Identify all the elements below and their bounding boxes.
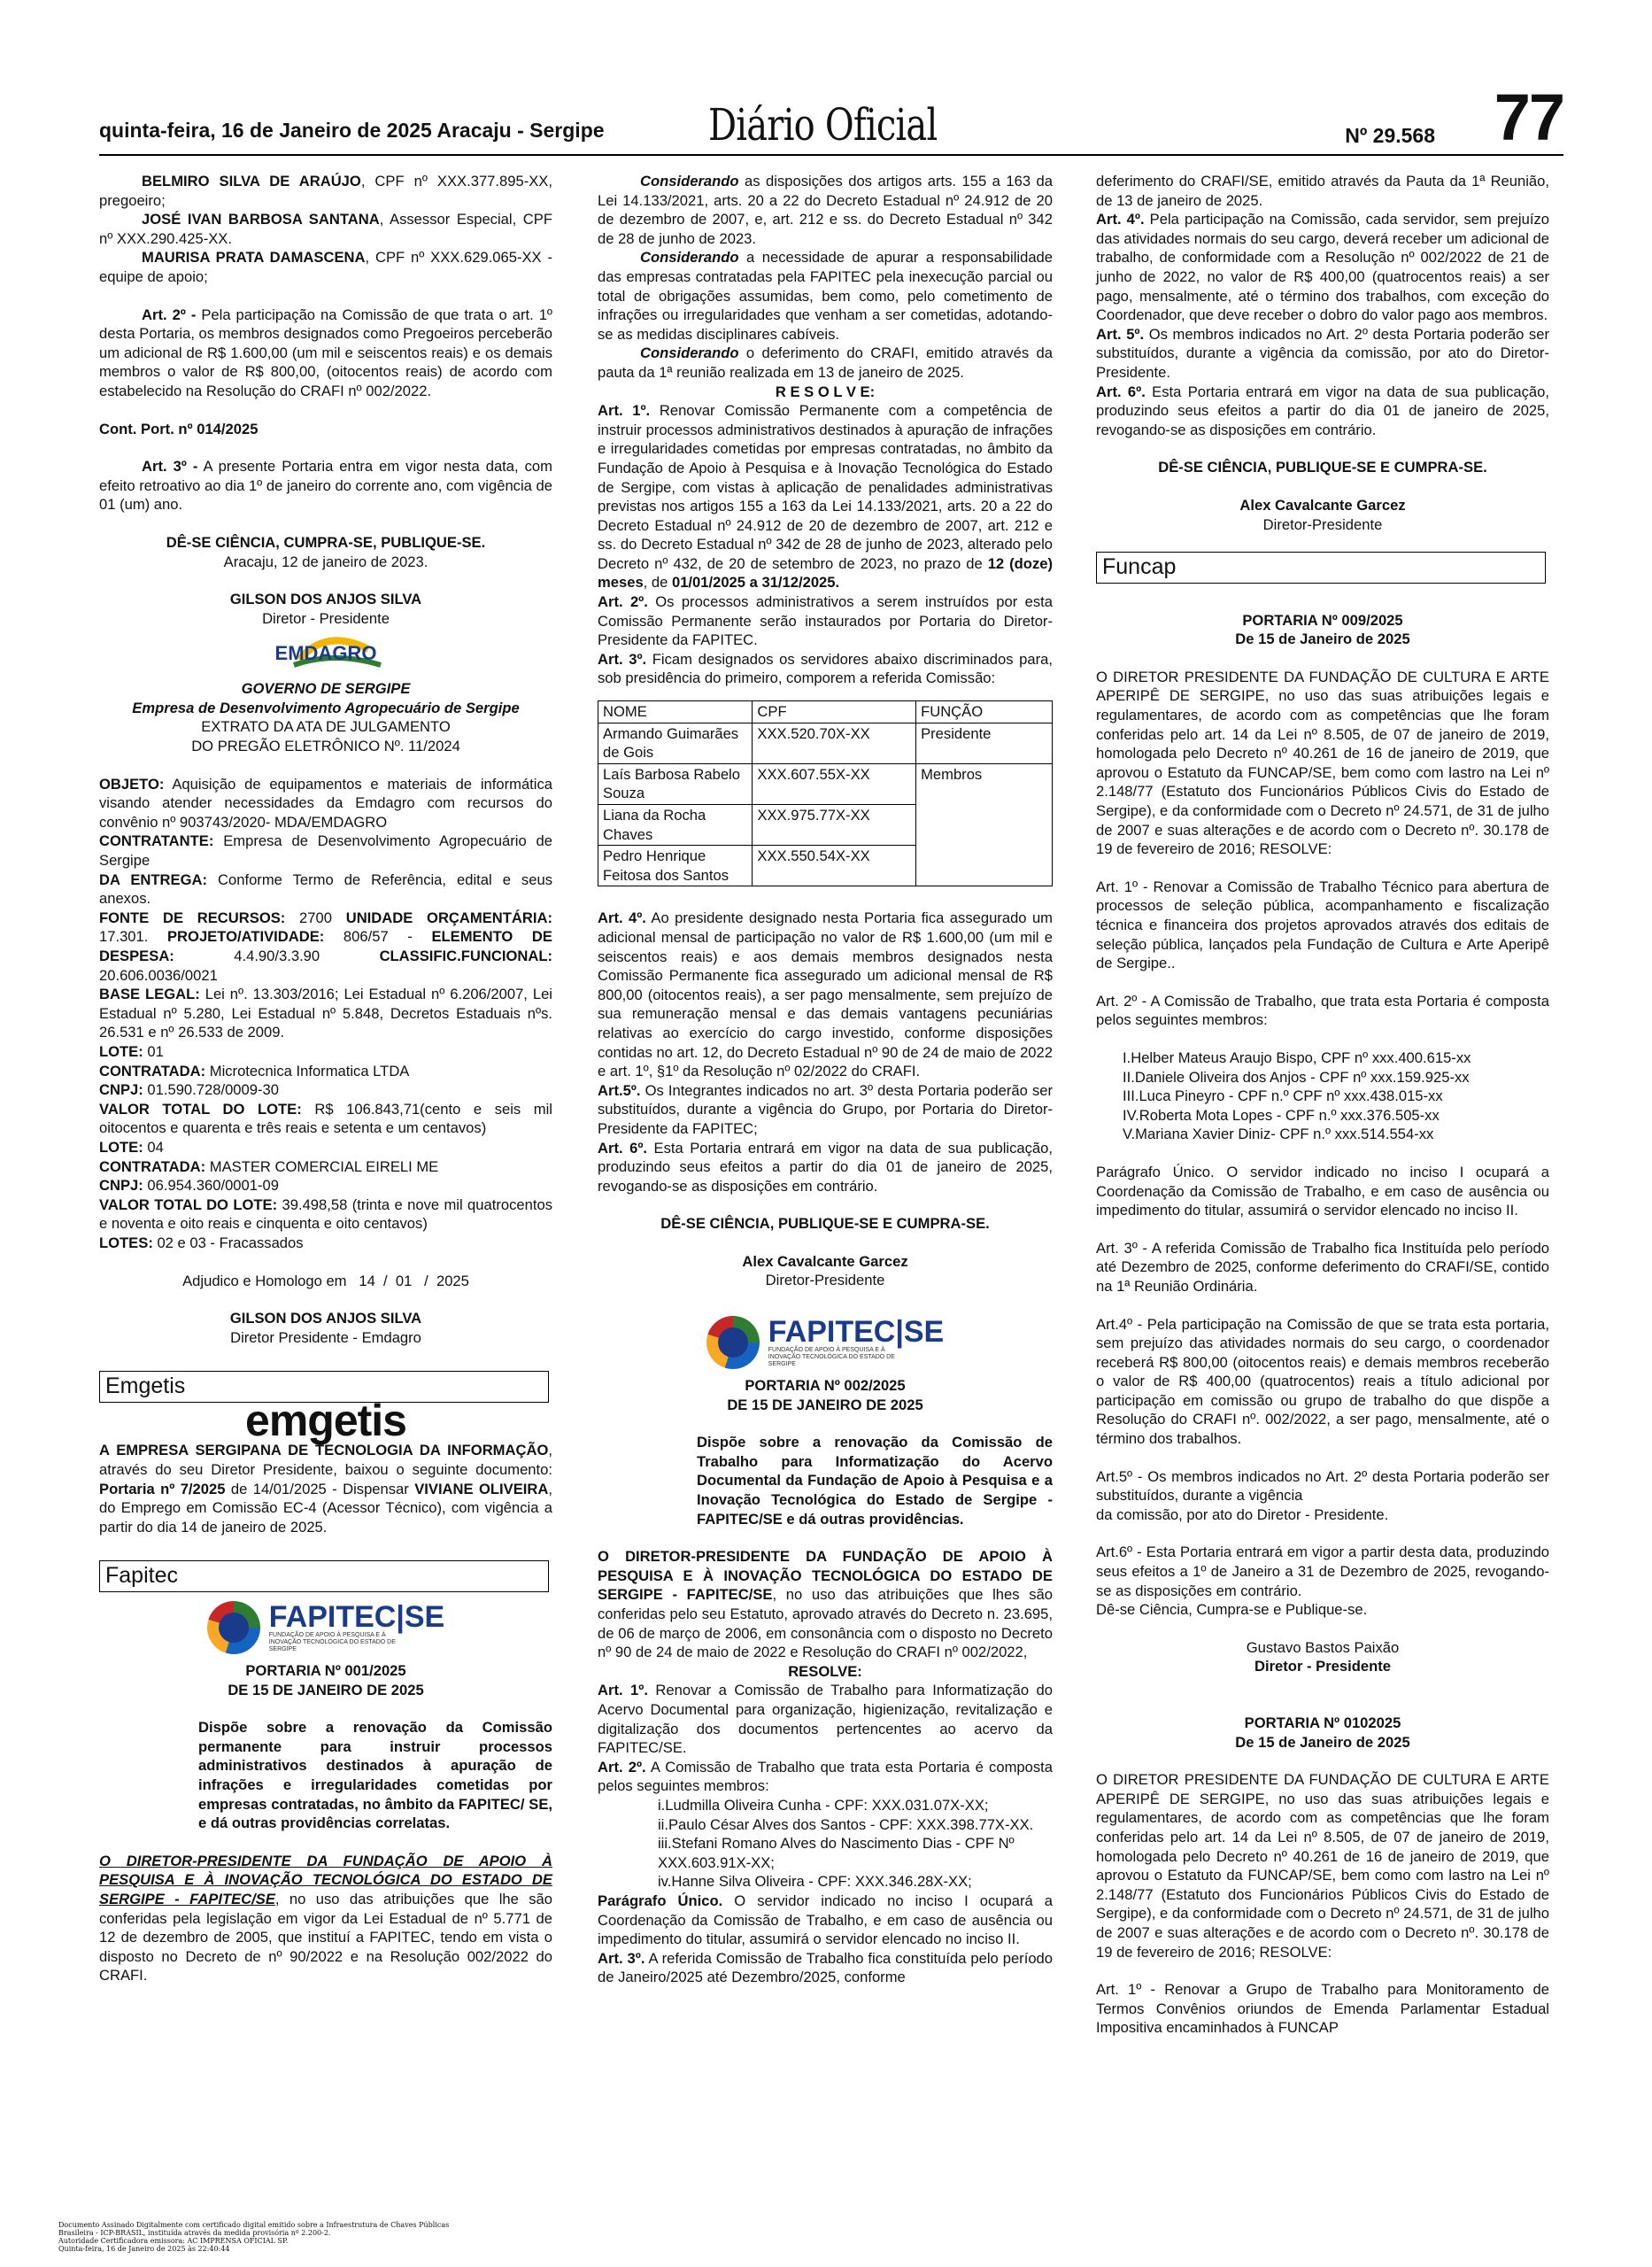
- list-item: II.Daniele Oliveira dos Anjos - CPF nº xxx.159.925-xx: [1123, 1068, 1470, 1086]
- paragraph: Considerando o deferimento do CRAFI, emitido através da pauta da 1ª reunião realizada em 13 de janeiro de 2025.: [598, 344, 1053, 381]
- members-list: [658, 1796, 1053, 1892]
- paragraph: Art.6º - Esta Portaria entrará em vigor a partir desta data, produzindo seus efeitos a 1º de Janeiro a 31 de Dezembro de 2025, revogando-se as disposições em contrário.: [1096, 1544, 1549, 1599]
- paragraph: Considerando as disposições dos artigos arts. 155 a 163 da Lei 14.133/2021, arts. 20 a 22 do Decreto Estadual nº 24.912 de 20 de dezembro de 2007, e, art. 212 e ss. do Decreto Estadual nº 342 de 28 de junho de 2023.: [598, 173, 1053, 247]
- paragraph: O DIRETOR-PRESIDENTE DA FUNDAÇÃO DE APOIO À PESQUISA E À INOVAÇÃO TECNOLÓGICA DO ESTADO DE SERGIPE - FAPITEC/SE, no uso das atribuições que lhes são conferidas pelo seu Estatuto, aprovado através do Decreto n. 23.695, de 06 de março de 2006, em consonância com o disposto no Decreto nº 90 de 24 de maio de 2022 e Resolução do CRAFI nº 002/2022,: [598, 1548, 1053, 1661]
- paragraph: BASE LEGAL: Lei nº. 13.303/2016; Lei Estadual nº 6.206/2007, Lei Estadual nº 5.280, Lei Estadual nº 5.848, Decretos Estaduais nºs. 26.531 e nº 26.533 de 2009.: [99, 986, 552, 1041]
- list-item: III.Luca Pineyro - CPF n.º CPF nº xxx.438.015-xx: [1123, 1087, 1443, 1105]
- table-row: Armando Guimarães de Gois XXX.520.70X-XX Presidente: [598, 723, 1053, 763]
- ordinance-date: De 15 de Janeiro de 2025: [1235, 631, 1410, 648]
- paragraph: da comissão, por ato do Diretor - Presidente.: [1096, 1505, 1389, 1523]
- ordinance-title: PORTARIA Nº 009/2025: [1242, 611, 1403, 629]
- header-title: Diário Oficial: [708, 99, 938, 151]
- paragraph: Art. 6º. Esta Portaria entrará em vigor na data de sua publicação, produzindo seus efeitos a partir do dia 01 de janeiro de 2025, revogando-se as disposições em contrário.: [598, 1139, 1053, 1195]
- paragraph: O DIRETOR-PRESIDENTE DA FUNDAÇÃO DE APOIO À PESQUISA E À INOVAÇÃO TECNOLÓGICA DO ESTADO DE SERGIPE - FAPITEC/SE, no uso das atribuições que lhe são conferidas pela legislação em vigor da Lei Estadual de nº 5.771 de 12 de dezembro de 2005, que instituí a FAPITEC, tendo em vista o disposto no Decreto de nº 90/2022 e na Resolução 002/2022 do CRAFI.: [99, 1852, 552, 1985]
- list-item: iii.Stefani Romano Alves do Nascimento Dias - CPF Nº XXX.603.91X-XX;: [658, 1835, 1015, 1871]
- paragraph: Art. 2º - Pela participação na Comissão de que trata o art. 1º desta Portaria, os membros designados como Pregoeiros perceberão um adicional de R$ 1.600,00 (um mil e seiscentos reais) e os demais membros o valor de R$ 800,00, (oitocentos reais) de acordo com estabelecido na Resolução do CRAFI nº 002/2022.: [99, 306, 552, 399]
- paragraph: Art. 1º - Renovar a Grupo de Trabalho para Monitoramento de Termos Convênios oriundos de Emenda Parlamentar Estadual Impositiva encaminhados à FUNCAP: [1096, 1981, 1549, 2037]
- paragraph: CNPJ: 06.954.360/0001-09: [99, 1177, 279, 1195]
- ordinance-summary: Dispõe sobre a renovação da Comissão de Trabalho para Informatização do Acervo Documental da Fundação de Apoio à Pesquisa e a Inovação Tecnológica do Estado de Sergipe - FAPITEC/SE e dá outras providências.: [697, 1434, 1053, 1528]
- paragraph: Art. 3º - A referida Comissão de Trabalho fica Instituída pelo período até Dezembro de 2025, conforme deferimento do CRAFI/SE, contido na 1ª Reunião Ordinária.: [1096, 1239, 1549, 1295]
- signatory-name: Alex Cavalcante Garcez: [742, 1252, 908, 1270]
- paragraph: Art. 4º. Ao presidente designado nesta Portaria fica assegurado um adicional mensal de participação no valor de R$ 1.600,00 (um mil e seiscentos reais) e aos demais membros designados nesta Comissão Permanente fica assegurado um adicional mensal de R$ 800,00 (oitocentos reais), a ser pago mensalmente, sem prejuízo de sua remuneração mensal e das demais vantagens pecuniárias relativas ao exercício do cargo investido, conforme disposições contidas no art. 12, do Decreto Estadual nº 90 de 24 de maio de 2022 e art. 1º, §1º da Resolução nº 02/2022 do CRAFI.: [598, 909, 1053, 1080]
- paragraph: Art. 3º. Ficam designados os servidores abaixo discriminados para, sob presidência do primeiro, comporem a referida Comissão:: [598, 650, 1053, 687]
- column-2: [598, 172, 1053, 1987]
- emgetis-logo: emgetis: [245, 1395, 406, 1445]
- emdagro-logo: [99, 633, 552, 674]
- paragraph: Art. 6º. Esta Portaria entrará em vigor na data de sua publicação, produzindo seus efeitos a partir do dia 01 de janeiro de 2025, revogando-se as disposições em contrário.: [1096, 383, 1550, 438]
- paragraph: CNPJ: 01.590.728/0009-30: [99, 1081, 279, 1099]
- header-date: quinta-feira, 16 de Janeiro de 2025 Aracaju - Sergipe: [99, 119, 605, 142]
- resolve-heading: RESOLVE:: [788, 1662, 862, 1680]
- fapitec-logo: FAPITEC|SE FUNDAÇÃO DE APOIO À PESQUISA E À INOVAÇÃO TECNOLÓGICA DO ESTADO DE SERGIPE: [598, 1316, 1053, 1369]
- header-edition-number: Nº 29.568: [1345, 124, 1435, 147]
- list-item: IV.Roberta Mota Lopes - CPF n.º xxx.376.505-xx: [1123, 1106, 1440, 1124]
- paragraph: Parágrafo Único. O servidor indicado no inciso I ocupará a Coordenação da Comissão de Trabalho, e em caso de ausência ou impedimento do titular, assumirá o servidor elencado no inciso II.: [598, 1892, 1053, 1948]
- adjudication-line: Adjudico e Homologo em 14 / 01 / 2025: [182, 1272, 469, 1289]
- paragraph: O DIRETOR PRESIDENTE DA FUNDAÇÃO DE CULTURA E ARTE APERIPÊ DE SERGIPE, no uso das suas atribuições legais e regulamentares, de acordo com as competências que lhe foram conferidas pelo art. 14 da Lei nº 8.505, de 07 de janeiro de 2019, homologada pelo Decreto nº 40.261 de 16 de janeiro de 2019, que aprovou o Estatuto da FUNCAP/SE, bem como com lastro na Lei nº 2.148/77 (Estatuto dos Funcionários Públicos Civis do Estado de Sergipe), e da conformidade com o Decreto nº 24.571, de 31 de julho de 2007 e suas alterações e de acordo com o Decreto nº. 30.178 de 19 de fevereiro de 2016; RESOLVE:: [1096, 1771, 1549, 1961]
- ordinance-date: DE 15 DE JANEIRO DE 2025: [727, 1396, 923, 1413]
- header-page-number: 77: [1494, 81, 1563, 154]
- section-header-funcap: Funcap: [1096, 552, 1546, 584]
- paragraph: Art.4º - Pela participação na Comissão de que se trata esta portaria, sem prejuízo das atividades normais do seu cargo, o coordenador receberá R$ 800,00 (oitocentos reais) e demais membros receberão o valor de R$ 400,00 (quatrocentos) reais a título adicional por participação em comissão ou grupo de trabalho do que dispõe a Resolução do CRAFI nº. 002/2022, a ser pago, mensalmente, até o término dos trabalhos.: [1096, 1315, 1549, 1448]
- page-header: [99, 81, 1563, 152]
- ordinance-date: De 15 de Janeiro de 2025: [1235, 1733, 1410, 1751]
- closing-formula: DÊ-SE CIÊNCIA, PUBLIQUE-SE E CUMPRA-SE.: [660, 1215, 990, 1233]
- paragraph: Art. 3º. A referida Comissão de Trabalho fica constituída pelo período de Janeiro/2025 até Dezembro/2025, conforme: [598, 1949, 1054, 1986]
- paragraph: Art. 4º. Pela participação na Comissão, cada servidor, sem prejuízo das atividades normais do seu cargo, deverá receber um adicional de trabalho, de conformidade com a Resolução nº 002/2022 de 21 de junho de 2022, no valor de R$ 400,00 (quatrocentos reais) a ser pago, mensalmente, até o término dos trabalhos, com exceção do Coordenador, que deve receber o dobro do valor pago aos membros.: [1096, 211, 1549, 324]
- signatory-role: Diretor Presidente - Emdagro: [230, 1328, 421, 1346]
- signatory-name: Gustavo Bastos Paixão: [1246, 1638, 1400, 1656]
- table-row: Laís Barbosa Rabelo Souza XXX.607.55X-XX Membros: [598, 763, 1053, 804]
- paragraph: OBJETO: Aquisição de equipamentos e materiais de informática visando atender necessidades da Emdagro com recursos do convênio nº 903743/2020- MDA/EMDAGRO: [99, 775, 552, 831]
- section-header-emgetis: Emgetis: [99, 1371, 549, 1403]
- ordinance-date: DE 15 DE JANEIRO DE 2025: [228, 1681, 424, 1698]
- paragraph: FONTE DE RECURSOS: 2700 UNIDADE ORÇAMENTÁRIA: 17.301. PROJETO/ATIVIDADE: 806/57 - ELEMENTO DE DESPESA: 4.4.90/3.3.90 CLASSIFIC.FUNCIONAL: 20.606.0036/0021: [99, 909, 553, 984]
- paragraph: JOSÉ IVAN BARBOSA SANTANA, Assessor Especial, CPF nº XXX.290.425-XX.: [99, 211, 552, 247]
- paragraph: VALOR TOTAL DO LOTE: 39.498,58 (trinta e nove mil quatrocentos e noventa e oito reais e cinquenta e oito centavos): [99, 1195, 552, 1233]
- signatory-name: GILSON DOS ANJOS SILVA: [229, 591, 422, 608]
- paragraph: Art. 1º. Renovar Comissão Permanente com a competência de instruir processos administrativos destinados à apuração de infrações e irregularidades cometidas por empresas contratadas, no âmbito da Fundação de Apoio à Pesquisa e à Inovação Tecnológica do Estado de Sergipe, com vistas à aplicação de penalidades administrativas previstas nos artigos 155 a 163 da Lei 14.133/2021, arts. 20 a 22 do Decreto Estadual nº 24.912 de 20 de dezembro de 2007, art. 212 e ss. do Decreto Estadual nº 342 de 28 de junho de 2023, alterado pelo Decreto nº 432, de 20 de setembro de 2023, no prazo de 12 (doze) meses, de 01/01/2025 a 31/12/2025.: [598, 402, 1053, 592]
- commission-members-table: [598, 700, 1053, 886]
- government-name: GOVERNO DE SERGIPE: [241, 680, 411, 698]
- paragraph: DA ENTREGA: Conforme Termo de Referência, edital e seus anexos.: [99, 870, 552, 908]
- paragraph: LOTE: 04: [99, 1138, 164, 1156]
- list-item: ii.Paulo César Alves dos Santos - CPF: XXX.398.77X-XX.: [658, 1815, 1034, 1833]
- column-1: [99, 172, 552, 1985]
- paragraph: LOTE: 01: [99, 1042, 164, 1060]
- paragraph: Art.5º. Os Integrantes indicados no art. 3º desta Portaria poderão ser substituídos, durante a vigência do Grupo, por Portaria do Diretor-Presidente da FAPITEC;: [598, 1081, 1053, 1137]
- signatory-role: Diretor - Presidente: [262, 609, 390, 627]
- paragraph: CONTRATADA: MASTER COMERCIAL EIRELI ME: [99, 1157, 439, 1175]
- paragraph: Art. 5º. Os membros indicados no Art. 2º desta Portaria poderão ser substituídos, durante a vigência da comissão, por ato do Diretor-Presidente.: [1096, 325, 1549, 381]
- paragraph: Art. 1º. Renovar a Comissão de Trabalho para Informatização do Acervo Documental para organização, higienização, revitalização e digitalização dos documentos pertencentes ao acervo da FAPITEC/SE.: [598, 1682, 1053, 1757]
- list-item: i.Ludmilla Oliveira Cunha - CPF: XXX.031.07X-XX;: [658, 1796, 989, 1814]
- paragraph: Art. 2º. Os processos administrativos a serem instruídos por esta Comissão Permanente serão instaurados por Portaria do Diretor-Presidente da FAPITEC.: [598, 593, 1053, 649]
- paragraph: Art. 3º - A presente Portaria entra em vigor nesta data, com efeito retroativo ao dia 1º de janeiro do corrente ano, com vigência de 01 (um) ano.: [99, 458, 552, 514]
- signatory-role: Diretor-Presidente: [1262, 515, 1383, 533]
- ordinance-title: PORTARIA Nº 002/2025: [745, 1377, 906, 1395]
- paragraph: CONTRATADA: Microtecnica Informatica LTDA: [99, 1062, 410, 1079]
- extract-title: EXTRATO DA ATA DE JULGAMENTO: [201, 718, 451, 736]
- digital-signature-footer: Documento Assinado Digitalmente com certificado digital emitido sobre a Infraestrutura de Chaves Públicas Brasileira - ICP-BRASIL, instituída através da medida provisória nº 2.200-2. Autoridade Certificadora emissora: AC IMPRENSA OFICIAL SP. Quinta-feira, 16 de Janeiro de 2025 às 22:40:44: [58, 2221, 450, 2253]
- continuation-label: Cont. Port. nº 014/2025: [99, 420, 259, 437]
- closing-formula: DÊ-SE CIÊNCIA, CUMPRA-SE, PUBLIQUE-SE.: [166, 533, 486, 551]
- paragraph: VALOR TOTAL DO LOTE: R$ 106.843,71(cento e seis mil oitocentos e quarenta e três reais e setenta e um centavos): [99, 1100, 552, 1137]
- signatory-name: Alex Cavalcante Garcez: [1239, 496, 1406, 514]
- paragraph: Parágrafo Único. O servidor indicado no inciso I ocupará a Coordenação da Comissão de Trabalho, e em caso de ausência ou impedimento do titular, assumirá o servidor elencado no inciso II.: [1096, 1163, 1549, 1219]
- ordinance-summary: Dispõe sobre a renovação da Comissão permanente para instruir processos administrativos destinados à apuração de infrações e irregularidades cometidas por empresas contratadas, no âmbito da FAPITEC/ SE, e dá outras providências correlatas.: [198, 1719, 552, 1832]
- extract-subtitle: DO PREGÃO ELETRÔNICO Nº. 11/2024: [191, 738, 460, 755]
- fapitec-emblem-icon: [207, 1601, 260, 1654]
- fapitec-emblem-icon: [706, 1316, 760, 1369]
- list-item: iv.Hanne Silva Oliveira - CPF: XXX.346.28X-XX;: [658, 1873, 972, 1891]
- paragraph: Considerando a necessidade de apurar a responsabilidade das empresas contratadas pela FAPITEC pela inexecução parcial ou total de obrigações assumidas, bem como, pelo cometimento de infrações ou irregularidades que venham a ser cometidas, adotando-se as medidas disciplinares cabíveis.: [598, 249, 1053, 343]
- svg-text:EMDAGRO: EMDAGRO: [274, 642, 377, 665]
- paragraph: O DIRETOR PRESIDENTE DA FUNDAÇÃO DE CULTURA E ARTE APERIPÊ DE SERGIPE, no uso das suas atribuições legais e regulamentares, de acordo com as competências que lhe foram conferidas pelo art. 14 da Lei nº 8.505, de 07 de janeiro de 2019, homologada pelo Decreto nº 40.261 de 16 de janeiro de 2019, que aprovou o Estatuto da FUNCAP/SE, bem como com lastro na Lei nº 2.148/77 (Estatuto dos Funcionários Públicos Civis do Estado de Sergipe), e da conformidade com o Decreto nº 24.571, de 31 de julho de 2007 e suas alterações e de acordo com o Decreto nº. 30.178 de 19 de fevereiro de 2016; RESOLVE:: [1096, 668, 1549, 858]
- header-rule: [99, 154, 1563, 156]
- paragraph: Art. 1º - Renovar a Comissão de Trabalho Técnico para abertura de processos de seleção pública, acompanhamento e fiscalização técnica e financeira dos projetos aprovados através dos editais de seleção pública, lançados pela Fundação de Cultura e Arte Aperipê de Sergipe..: [1096, 878, 1549, 972]
- city-date: Aracaju, 12 de janeiro de 2023.: [223, 553, 428, 570]
- list-item: V.Mariana Xavier Diniz- CPF n.º xxx.514.554-xx: [1123, 1126, 1434, 1143]
- members-list: [1123, 1048, 1549, 1144]
- paragraph: Art. 2º - A Comissão de Trabalho, que trata esta Portaria é composta pelos seguintes membros:: [1096, 992, 1549, 1029]
- table-row: Pedro Henrique Feitosa dos Santos XXX.550.54X-XX: [598, 846, 1053, 886]
- paragraph: deferimento do CRAFI/SE, emitido através da Pauta da 1ª Reunião, de 13 de janeiro de 2025.: [1096, 173, 1549, 209]
- paragraph: A EMPRESA SERGIPANA DE TECNOLOGIA DA INFORMAÇÃO, através do seu Diretor Presidente, baixou o seguinte documento: Portaria nº 7/2025 de 14/01/2025 - Dispensar VIVIANE OLIVEIRA, do Emprego em Comissão EC-4 (Acessor Técnico), com vigência a partir do dia 14 de janeiro de 2025.: [99, 1442, 552, 1536]
- section-header-fapitec: Fapitec: [99, 1560, 549, 1592]
- table-header-row: NOME CPF FUNÇÃO: [598, 701, 1053, 723]
- ordinance-title: PORTARIA Nº 001/2025: [245, 1662, 406, 1680]
- list-item: I.Helber Mateus Araujo Bispo, CPF nº xxx.400.615-xx: [1123, 1048, 1471, 1066]
- company-name: Empresa de Desenvolvimento Agropecuário de Sergipe: [132, 699, 520, 716]
- signatory-role: Diretor - Presidente: [1254, 1658, 1391, 1675]
- paragraph: Art. 2º. A Comissão de Trabalho que trata esta Portaria é composta pelos seguintes membros:: [598, 1758, 1053, 1795]
- paragraph: MAURISA PRATA DAMASCENA, CPF nº XXX.629.065-XX - equipe de apoio;: [99, 249, 552, 285]
- signatory-role: Diretor-Presidente: [765, 1272, 885, 1289]
- paragraph: Dê-se Ciência, Cumpra-se e Publique-se.: [1096, 1601, 1368, 1619]
- table-row: Liana da Rocha Chaves XXX.975.77X-XX: [598, 805, 1053, 846]
- paragraph: Art.5º - Os membros indicados no Art. 2º desta Portaria poderão ser substituídos, durante a vigência: [1096, 1467, 1549, 1505]
- paragraph: CONTRATANTE: Empresa de Desenvolvimento Agropecuário de Sergipe: [99, 832, 552, 870]
- signatory-name: GILSON DOS ANJOS SILVA: [229, 1310, 422, 1327]
- paragraph: LOTES: 02 e 03 - Fracassados: [99, 1234, 304, 1251]
- fapitec-logo: FAPITEC|SE FUNDAÇÃO DE APOIO À PESQUISA E À INOVAÇÃO TECNOLÓGICA DO ESTADO DE SERGIPE: [99, 1601, 552, 1654]
- resolve-heading: R E S O L V E:: [775, 383, 876, 400]
- paragraph: BELMIRO SILVA DE ARAÚJO, CPF nº XXX.377.895-XX, pregoeiro;: [99, 173, 552, 209]
- ordinance-title: PORTARIA Nº 0102025: [1244, 1714, 1401, 1731]
- closing-formula: DÊ-SE CIÊNCIA, PUBLIQUE-SE E CUMPRA-SE.: [1158, 459, 1487, 476]
- column-3: [1096, 172, 1549, 2038]
